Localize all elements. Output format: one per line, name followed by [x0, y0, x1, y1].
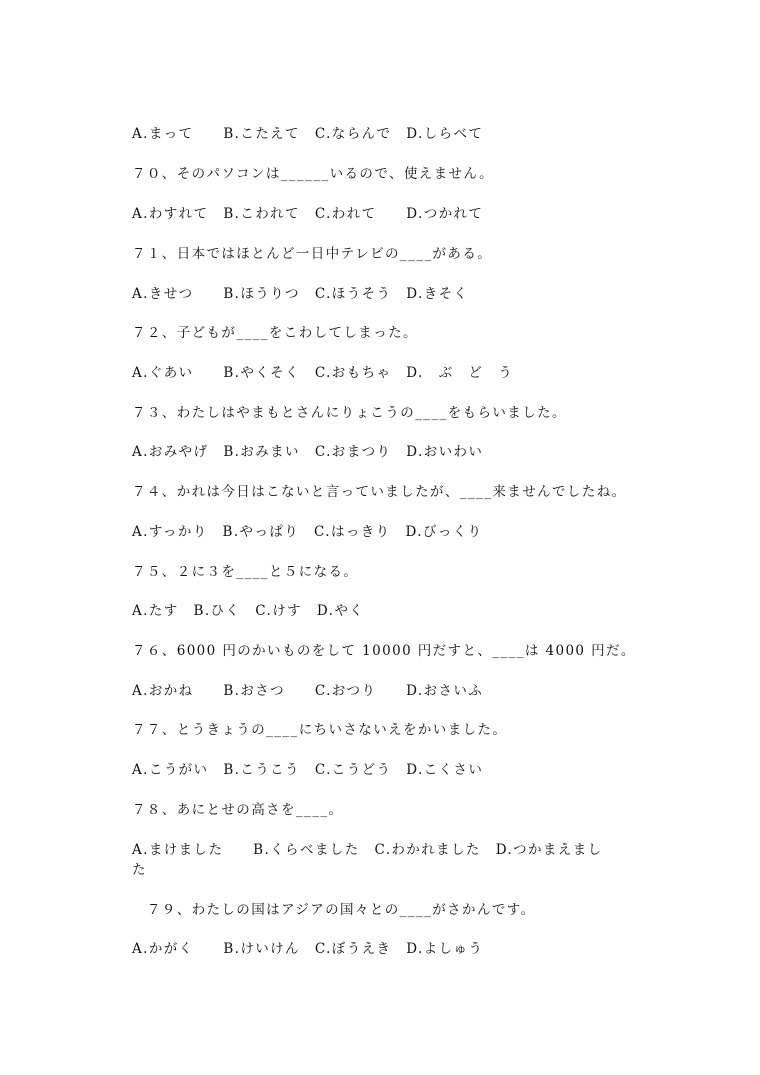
q78-options: A.まけました B.くらべました C.わかれました D.つかまえました	[132, 842, 603, 878]
q72-question: ７２、子どもが____をこわしてしまった。	[132, 325, 418, 341]
q74-question: ７４、かれは今日はこないと言っていましたが、____来ませんでしたね。	[132, 484, 627, 500]
q77-options: A.こうがい B.こうこう C.こうどう D.こくさい	[132, 762, 484, 778]
q79-question: ７９、わたしの国はアジアの国々との____がさかんです。	[132, 902, 536, 918]
q73-options: A.おみやげ B.おみまい C.おまつり D.おいわい	[132, 444, 484, 460]
q75-question: ７５、２に３を____と５になる。	[132, 564, 359, 580]
q75-options: A.たす B.ひく C.けす D.やく	[132, 603, 365, 619]
q70-question: ７０、そのパソコンは______いるので、使えません。	[132, 166, 495, 182]
q73-question: ７３、わたしはやまもとさんにりょこうの____をもらいました。	[132, 405, 567, 421]
q71-question: ７１、日本ではほとんど一日中テレビの____がある。	[132, 246, 493, 262]
q70-options: A.わすれて B.こわれて C.われて D.つかれて	[132, 206, 484, 222]
q72-options: A.ぐあい B.やくそく C.おもちゃ D. ぶ ど う	[132, 365, 514, 381]
q77-question: ７７、とうきょうの____にちいさないえをかいました。	[132, 722, 508, 738]
q74-options: A.すっかり B.やっぱり C.はっきり D.びっくり	[132, 524, 483, 540]
q69-options: A.まって B.こたえて C.ならんで D.しらべて	[132, 126, 484, 142]
q76-question: ７６、6000 円のかいものをして 10000 円だすと、____は 4000 円だ。	[132, 643, 636, 659]
q76-options: A.おかね B.おさつ C.おつり D.おさいふ	[132, 683, 484, 699]
q78-question: ７８、あにとせの高さを____。	[132, 802, 344, 818]
q71-options: A.きせつ B.ほうりつ C.ほうそう D.きそく	[132, 286, 469, 302]
q79-options: A.かがく B.けいけん C.ぼうえき D.よしゅう	[132, 941, 484, 957]
